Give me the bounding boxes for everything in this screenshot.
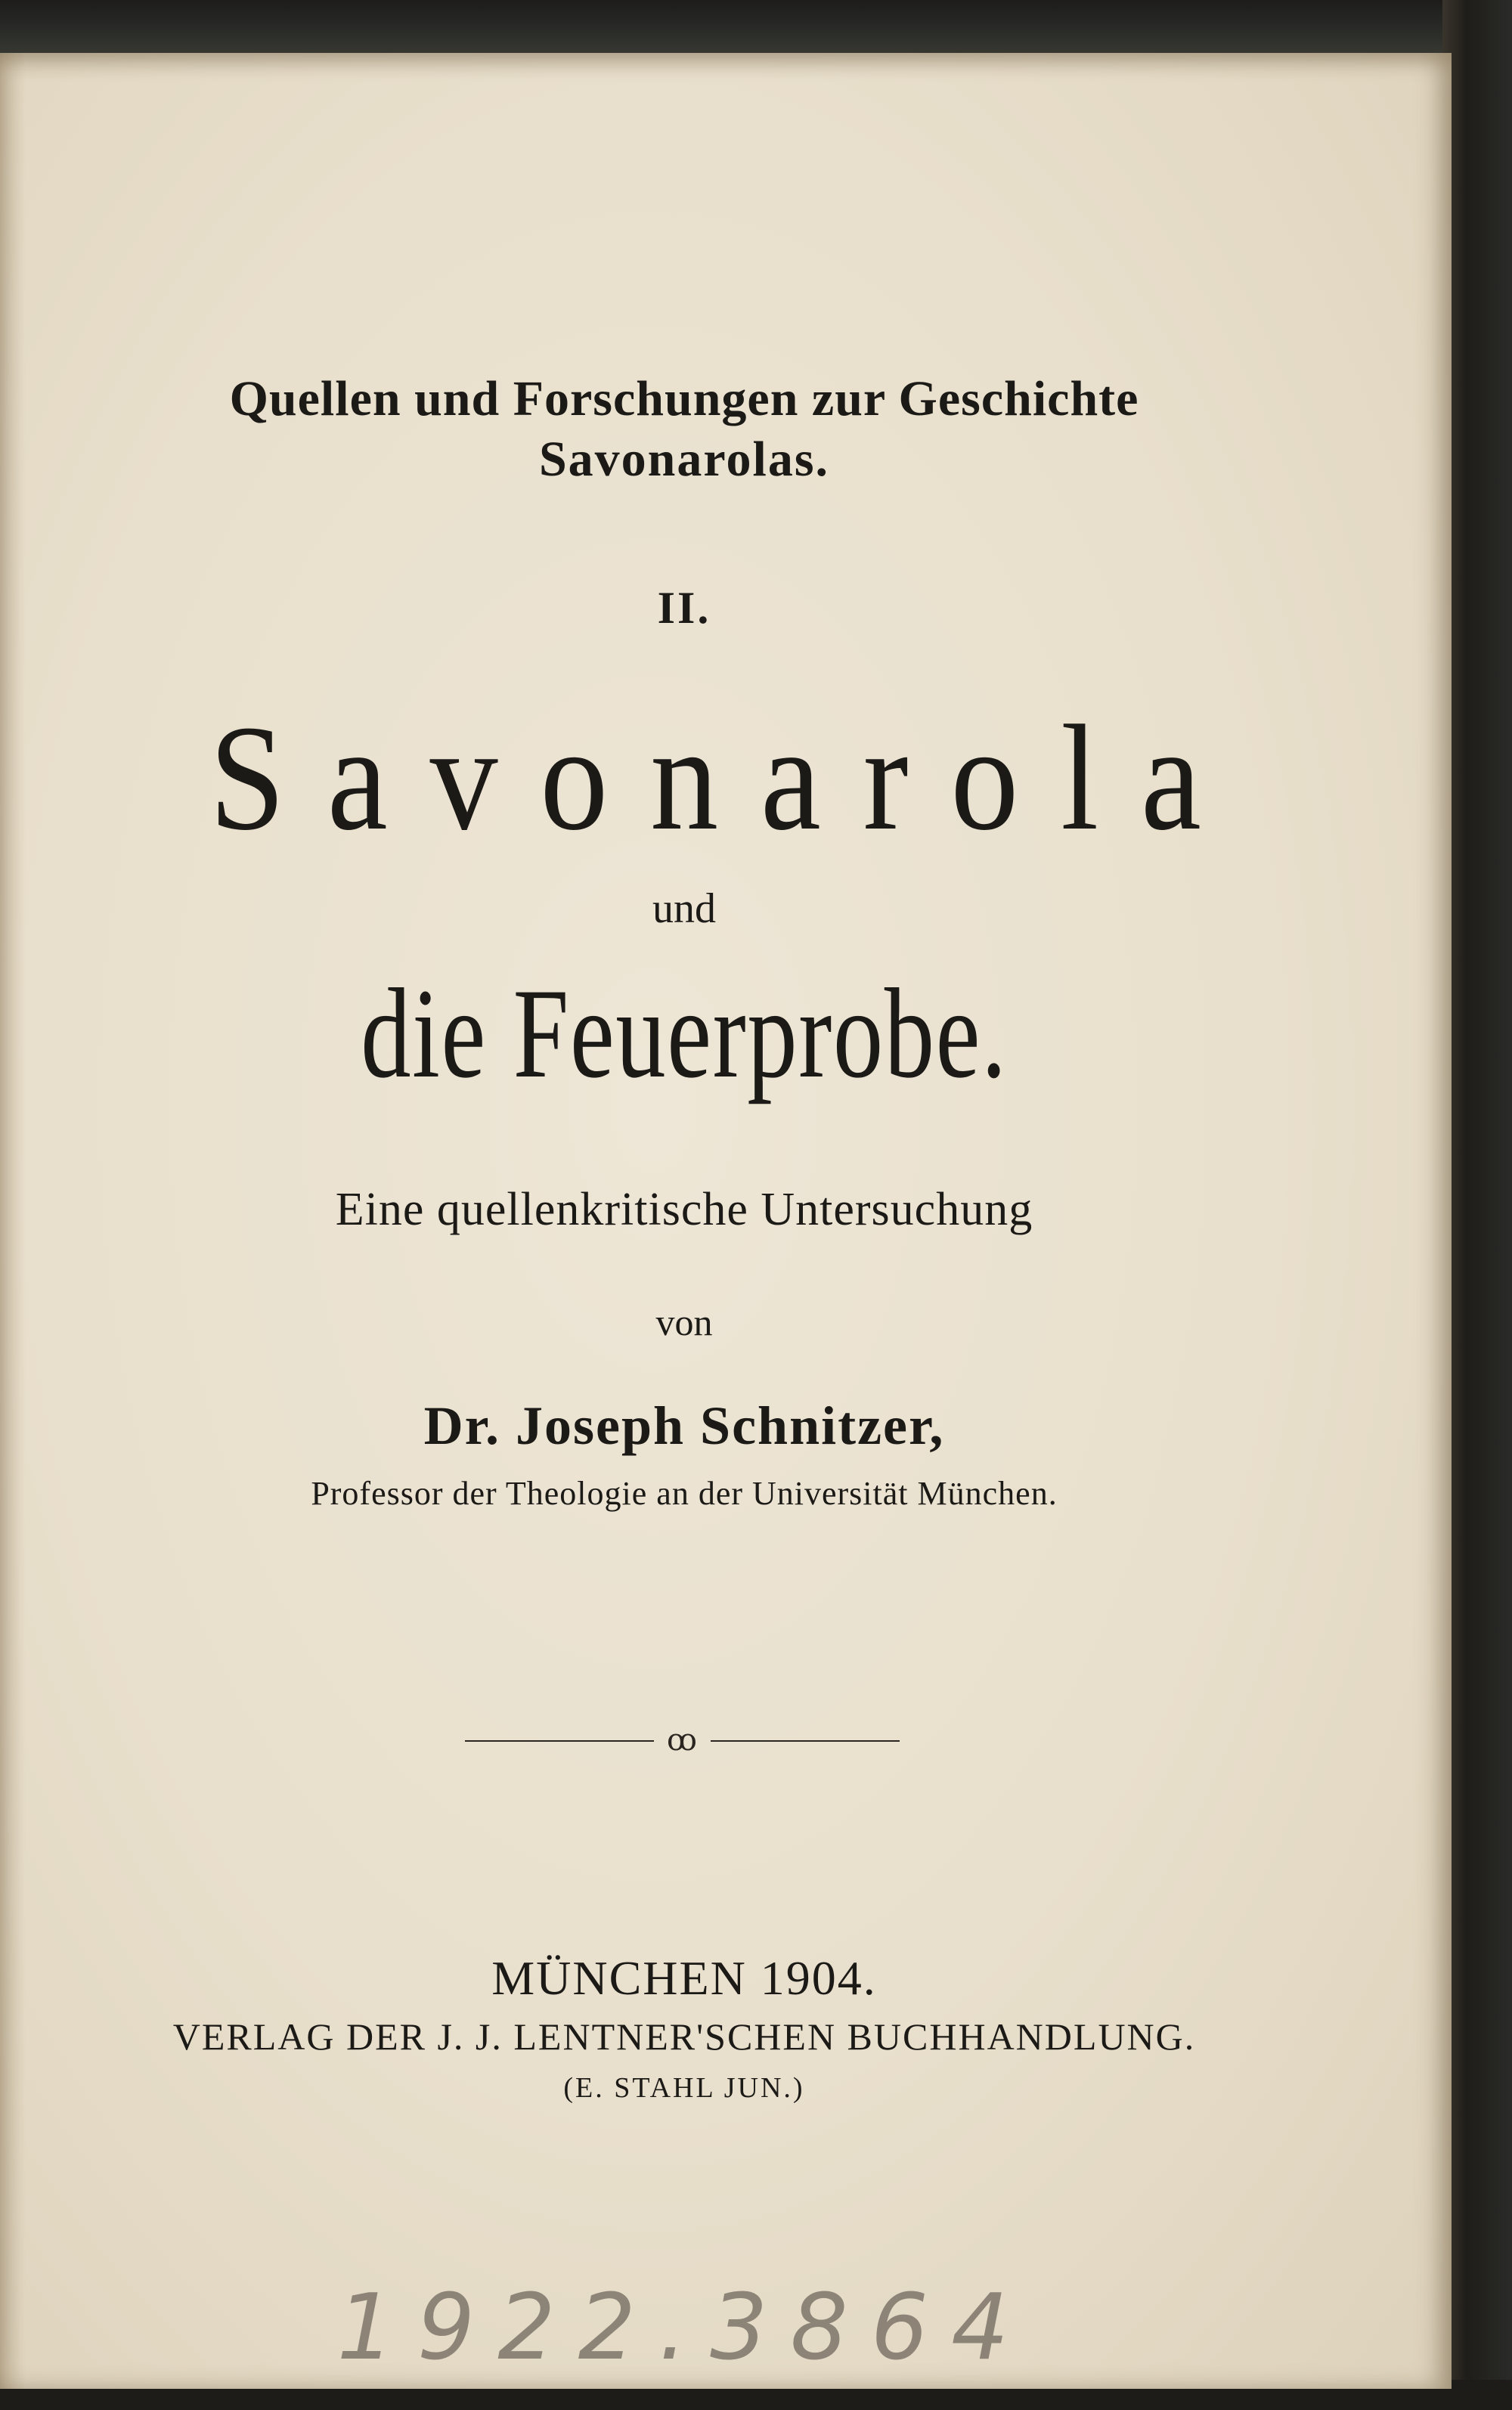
handwritten-shelfmark: 1922.3864: [336, 2275, 1032, 2381]
book-edge-top: [0, 0, 1512, 59]
sub-title: die Feuerprobe.: [361, 962, 1008, 1104]
title-page: [0, 53, 1452, 2389]
title-conjunction: und: [652, 885, 716, 932]
place-and-year: MÜNCHEN 1904.: [491, 1951, 877, 2005]
imprint: (E. STAHL JUN.): [563, 2072, 805, 2104]
by-line: von: [655, 1301, 713, 1343]
author-name: Dr. Joseph Schnitzer,: [423, 1396, 945, 1456]
book-spine-edge: [1442, 0, 1512, 2410]
series-title: Quellen und Forschungen zur Geschichte: [229, 371, 1139, 426]
series-subtitle: Savonarolas.: [538, 432, 830, 487]
ornament-divider: [465, 1724, 900, 1757]
author-affiliation: Professor der Theologie an der Universität München.: [311, 1475, 1058, 1512]
volume-number: II.: [657, 583, 711, 633]
divider-line-left: [465, 1740, 654, 1742]
publisher: VERLAG DER J. J. LENTNER'SCHEN BUCHHANDLUNG.: [172, 2015, 1196, 2058]
divider-line-right: [711, 1740, 900, 1742]
fleuron-icon: ꝏ: [667, 1723, 697, 1757]
work-description: Eine quellenkritische Untersuchung: [335, 1184, 1033, 1235]
main-title: Savonarola: [209, 695, 1244, 862]
